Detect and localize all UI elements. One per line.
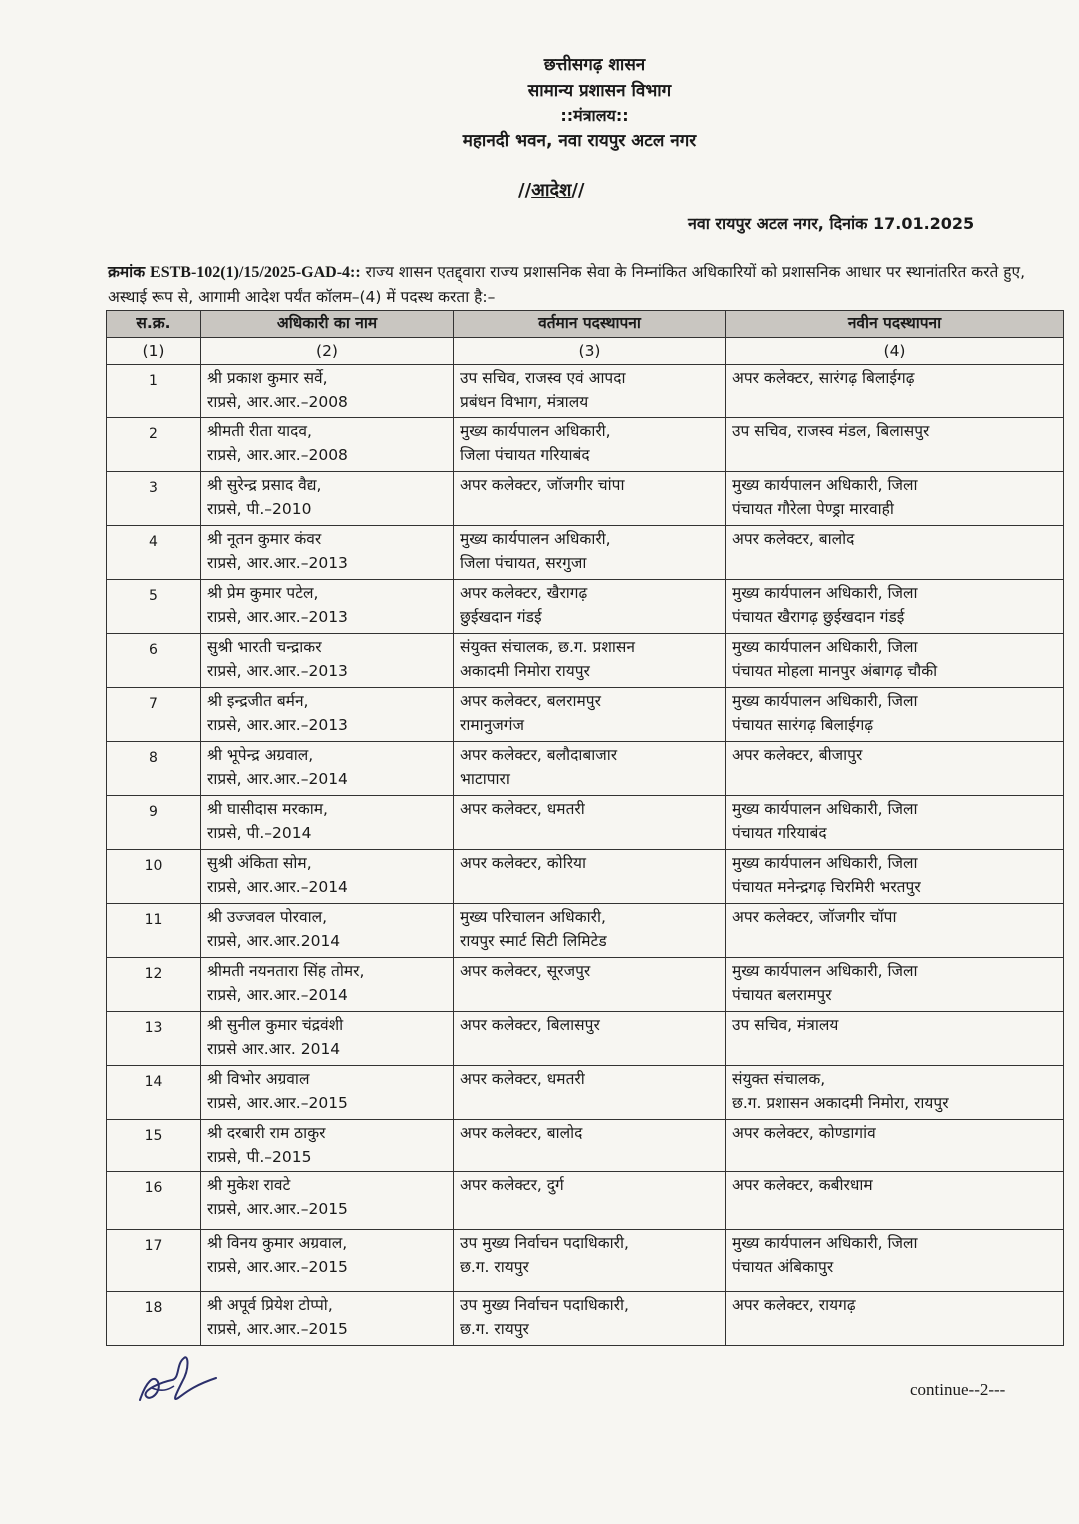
- cell-line: अपर कलेक्टर, धमतरी: [460, 1070, 585, 1088]
- col-number: (4): [726, 338, 1064, 365]
- cell-line: अपर कलेक्टर, जॉजगीर चॉपा: [732, 908, 897, 926]
- current-posting: [454, 850, 726, 904]
- cell-line: मुख्य कार्यपालन अधिकारी,: [460, 422, 611, 440]
- cell-line: पंचायत खैरागढ़ छुईखदान गंडई: [732, 608, 905, 626]
- current-posting: [454, 634, 726, 688]
- officer-name: [201, 958, 454, 1012]
- cell-line: राप्रसे, आर.आर.–2014: [207, 878, 348, 896]
- table-row: [107, 1292, 1064, 1346]
- table-row: [107, 904, 1064, 958]
- serial-number: 5: [107, 580, 201, 634]
- current-posting: [454, 472, 726, 526]
- officer-name: [201, 850, 454, 904]
- serial-number: 16: [107, 1172, 201, 1230]
- cell-line: राप्रसे, आर.आर.–2015: [207, 1094, 348, 1112]
- table-row: [107, 958, 1064, 1012]
- cell-line: उप सचिव, राजस्व एवं आपदा: [460, 369, 626, 387]
- cell-line: संयुक्त संचालक,: [732, 1070, 826, 1088]
- cell-line: छ.ग. प्रशासन अकादमी निमोरा, रायपुर: [732, 1094, 949, 1112]
- officer-name: [201, 1012, 454, 1066]
- cell-line: मुख्य कार्यपालन अधिकारी, जिला: [732, 692, 918, 710]
- officer-name: [201, 1172, 454, 1230]
- officer-name: [201, 580, 454, 634]
- ref-label: क्रमांक: [108, 263, 146, 281]
- cell-line: श्री विनय कुमार अग्रवाल,: [207, 1234, 348, 1252]
- cell-line: अपर कलेक्टर, सूरजपुर: [460, 962, 591, 980]
- ref-text: राज्य शासन एतद्द्वारा राज्य प्रशासनिक सेवा के निम्नांकित अधिकारियों को प्रशासनिक आधार पर स्थानांतरित करते हुए, अस्थाई रूप से, आगामी आदेश पर्यंत कॉलम–(4) में पदस्थ करता है:–: [108, 263, 1025, 306]
- cell-line: श्री उज्जवल पोरवाल,: [207, 908, 328, 926]
- new-posting: [726, 796, 1064, 850]
- cell-line: पंचायत मोहला मानपुर अंबागढ़ चौकी: [732, 662, 938, 680]
- officer-name: [201, 365, 454, 418]
- serial-number: 2: [107, 418, 201, 472]
- order-title-text: आदेश: [531, 180, 572, 201]
- table-row: [107, 526, 1064, 580]
- officer-name: [201, 418, 454, 472]
- cell-line: पंचायत मनेन्द्रगढ़ चिरमिरी भरतपुर: [732, 878, 921, 896]
- officer-name: [201, 904, 454, 958]
- current-posting: [454, 1172, 726, 1230]
- cell-line: अपर कलेक्टर, कबीरधाम: [732, 1176, 873, 1194]
- cell-line: मुख्य कार्यपालन अधिकारी, जिला: [732, 854, 918, 872]
- cell-line: राप्रसे, आर.आर.–2013: [207, 608, 348, 626]
- cell-line: उप मुख्य निर्वाचन पदाधिकारी,: [460, 1234, 629, 1252]
- cell-line: राप्रसे, आर.आर.–2015: [207, 1258, 348, 1276]
- officer-name: [201, 1292, 454, 1346]
- officer-name: [201, 1230, 454, 1292]
- table-row: [107, 742, 1064, 796]
- serial-number: 18: [107, 1292, 201, 1346]
- new-posting: [726, 1172, 1064, 1230]
- current-posting: [454, 418, 726, 472]
- cell-line: सुश्री भारती चन्द्राकर: [207, 638, 322, 656]
- serial-number: 8: [107, 742, 201, 796]
- serial-number: 1: [107, 365, 201, 418]
- cell-line: राप्रसे, आर.आर.–2008: [207, 446, 348, 464]
- col-number: (3): [454, 338, 726, 365]
- cell-line: श्री विभोर अग्रवाल: [207, 1070, 310, 1088]
- cell-line: रामानुजगंज: [460, 716, 524, 734]
- table-row: [107, 1120, 1064, 1172]
- new-posting: [726, 1230, 1064, 1292]
- cell-line: राप्रसे, आर.आर.–2013: [207, 662, 348, 680]
- department-heading: सामान्य प्रशासन विभाग: [527, 81, 672, 101]
- current-posting: [454, 1066, 726, 1120]
- cell-line: अपर कलेक्टर, बिलासपुर: [460, 1016, 600, 1034]
- cell-line: श्री सुनील कुमार चंद्रवंशी: [207, 1016, 344, 1034]
- cell-line: अपर कलेक्टर, कोण्डागांव: [732, 1124, 876, 1142]
- table-row: [107, 365, 1064, 418]
- table-header-row: [107, 311, 1064, 338]
- table-row: [107, 796, 1064, 850]
- cell-line: श्री घासीदास मरकाम,: [207, 800, 328, 818]
- new-posting: [726, 365, 1064, 418]
- cell-line: अपर कलेक्टर, कोरिया: [460, 854, 587, 872]
- current-posting: [454, 958, 726, 1012]
- new-posting: [726, 526, 1064, 580]
- cell-line: राप्रसे, आर.आर.2014: [207, 932, 341, 950]
- cell-line: संयुक्त संचालक, छ.ग. प्रशासन: [460, 638, 635, 656]
- cell-line: पंचायत अंबिकापुर: [732, 1258, 834, 1276]
- col-number: (1): [107, 338, 201, 365]
- cell-line: राप्रसे, आर.आर.–2013: [207, 716, 348, 734]
- cell-line: श्री इन्द्रजीत बर्मन,: [207, 692, 309, 710]
- officer-name: [201, 472, 454, 526]
- table-row: [107, 580, 1064, 634]
- cell-line: मुख्य कार्यपालन अधिकारी, जिला: [732, 584, 918, 602]
- cell-line: मुख्य कार्यपालन अधिकारी, जिला: [732, 962, 918, 980]
- current-posting: [454, 580, 726, 634]
- serial-number: 14: [107, 1066, 201, 1120]
- cell-line: अपर कलेक्टर, सारंगढ़ बिलाईगढ़: [732, 369, 915, 387]
- table-row: [107, 1066, 1064, 1120]
- cell-line: छुईखदान गंडई: [460, 608, 542, 626]
- cell-line: श्रीमती रीता यादव,: [207, 422, 312, 440]
- cell-line: राप्रसे, आर.आर.–2013: [207, 554, 348, 572]
- serial-number: 7: [107, 688, 201, 742]
- cell-line: मुख्य परिचालन अधिकारी,: [460, 908, 606, 926]
- cell-line: उप सचिव, मंत्रालय: [732, 1016, 839, 1034]
- ministry-heading: ::मंत्रालय::: [560, 106, 629, 125]
- cell-line: पंचायत गरियाबंद: [732, 824, 827, 842]
- cell-line: पंचायत गौरेला पेण्ड्रा मारवाही: [732, 500, 894, 518]
- serial-number: 3: [107, 472, 201, 526]
- cell-line: अपर कलेक्टर, बीजापुर: [732, 746, 863, 764]
- serial-number: 15: [107, 1120, 201, 1172]
- cell-line: रायपुर स्मार्ट सिटी लिमिटेड: [460, 932, 607, 950]
- cell-line: अपर कलेक्टर, दुर्ग: [460, 1176, 564, 1194]
- continue-note: continue--2---: [910, 1380, 1006, 1399]
- transfer-table: [106, 310, 1064, 1346]
- table-row: [107, 1172, 1064, 1230]
- column-number-row: [107, 338, 1064, 365]
- serial-number: 9: [107, 796, 201, 850]
- cell-line: राप्रसे, पी.–2015: [207, 1148, 312, 1166]
- cell-line: अपर कलेक्टर, बलरामपुर: [460, 692, 601, 710]
- table-row: [107, 634, 1064, 688]
- cell-line: भाटापारा: [460, 770, 510, 788]
- col-number: (2): [201, 338, 454, 365]
- cell-line: श्री प्रकाश कुमार सर्वे,: [207, 369, 328, 387]
- table-row: [107, 418, 1064, 472]
- cell-line: श्रीमती नयनतारा सिंह तोमर,: [207, 962, 365, 980]
- cell-line: अपर कलेक्टर, बालोद: [460, 1124, 583, 1142]
- cell-line: राप्रसे, पी.–2014: [207, 824, 312, 842]
- cell-line: अपर कलेक्टर, बलौदाबाजार: [460, 746, 618, 764]
- current-posting: [454, 1120, 726, 1172]
- officer-name: [201, 634, 454, 688]
- cell-line: अकादमी निमोरा रायपुर: [460, 662, 590, 680]
- serial-number: 17: [107, 1230, 201, 1292]
- order-title-prefix: //: [518, 180, 532, 201]
- cell-line: जिला पंचायत गरियाबंद: [460, 446, 590, 464]
- cell-line: अपर कलेक्टर, बालोद: [732, 530, 855, 548]
- new-posting: [726, 634, 1064, 688]
- officer-name: [201, 1120, 454, 1172]
- cell-line: श्री दरबारी राम ठाकुर: [207, 1124, 326, 1142]
- officer-name: [201, 526, 454, 580]
- current-posting: [454, 1292, 726, 1346]
- order-title-suffix: //: [571, 180, 585, 201]
- col-header-current: वर्तमान पदस्थापना: [454, 311, 726, 338]
- cell-line: प्रबंधन विभाग, मंत्रालय: [460, 393, 589, 411]
- new-posting: [726, 580, 1064, 634]
- cell-line: छ.ग. रायपुर: [460, 1258, 529, 1276]
- serial-number: 11: [107, 904, 201, 958]
- cell-line: सुश्री अंकिता सोम,: [207, 854, 312, 872]
- new-posting: [726, 418, 1064, 472]
- cell-line: मुख्य कार्यपालन अधिकारी,: [460, 530, 611, 548]
- serial-number: 6: [107, 634, 201, 688]
- new-posting: [726, 742, 1064, 796]
- cell-line: श्री नूतन कुमार कंवर: [207, 530, 322, 548]
- serial-number: 10: [107, 850, 201, 904]
- new-posting: [726, 688, 1064, 742]
- cell-line: श्री प्रेम कुमार पटेल,: [207, 584, 319, 602]
- cell-line: श्री मुकेश रावटे: [207, 1176, 291, 1194]
- table-row: [107, 850, 1064, 904]
- ref-number: ESTB-102(1)/15/2025-GAD-4::: [150, 264, 361, 281]
- cell-line: श्री सुरेन्द्र प्रसाद वैद्य,: [207, 476, 322, 494]
- cell-line: राप्रसे, आर.आर.–2014: [207, 770, 348, 788]
- new-posting: [726, 1292, 1064, 1346]
- cell-line: अपर कलेक्टर, खैरागढ़: [460, 584, 588, 602]
- current-posting: [454, 365, 726, 418]
- current-posting: [454, 1230, 726, 1292]
- cell-line: मुख्य कार्यपालन अधिकारी, जिला: [732, 476, 918, 494]
- new-posting: [726, 1066, 1064, 1120]
- cell-line: राप्रसे, आर.आर.–2015: [207, 1200, 348, 1218]
- current-posting: [454, 688, 726, 742]
- cell-line: जिला पंचायत, सरगुजा: [460, 554, 587, 572]
- table-row: [107, 1230, 1064, 1292]
- current-posting: [454, 904, 726, 958]
- new-posting: [726, 850, 1064, 904]
- officer-name: [201, 742, 454, 796]
- cell-line: मुख्य कार्यपालन अधिकारी, जिला: [732, 638, 918, 656]
- order-dateline: नवा रायपुर अटल नगर, दिनांक 17.01.2025: [688, 214, 975, 233]
- cell-line: श्री अपूर्व प्रियेश टोप्पो,: [207, 1296, 333, 1314]
- cell-line: उप सचिव, राजस्व मंडल, बिलासपुर: [732, 422, 930, 440]
- officer-name: [201, 1066, 454, 1120]
- cell-line: उप मुख्य निर्वाचन पदाधिकारी,: [460, 1296, 629, 1314]
- current-posting: [454, 1012, 726, 1066]
- order-reference: [108, 260, 1063, 309]
- cell-line: राप्रसे, पी.–2010: [207, 500, 312, 518]
- cell-line: राप्रसे, आर.आर.–2008: [207, 393, 348, 411]
- current-posting: [454, 526, 726, 580]
- cell-line: मुख्य कार्यपालन अधिकारी, जिला: [732, 800, 918, 818]
- new-posting: [726, 1012, 1064, 1066]
- officer-name: [201, 796, 454, 850]
- table-row: [107, 472, 1064, 526]
- address-heading: महानदी भवन, नवा रायपुर अटल नगर: [462, 131, 697, 151]
- current-posting: [454, 742, 726, 796]
- col-header-new: नवीन पदस्थापना: [726, 311, 1064, 338]
- new-posting: [726, 472, 1064, 526]
- serial-number: 12: [107, 958, 201, 1012]
- cell-line: मुख्य कार्यपालन अधिकारी, जिला: [732, 1234, 918, 1252]
- cell-line: पंचायत सारंगढ़ बिलाईगढ़: [732, 716, 874, 734]
- new-posting: [726, 958, 1064, 1012]
- cell-line: श्री भूपेन्द्र अग्रवाल,: [207, 746, 314, 764]
- order-title: [518, 178, 585, 202]
- cell-line: छ.ग. रायपुर: [460, 1320, 529, 1338]
- serial-number: 4: [107, 526, 201, 580]
- govt-heading: छत्तीसगढ़ शासन: [543, 55, 646, 75]
- col-header-serial: स.क्र.: [107, 311, 201, 338]
- current-posting: [454, 796, 726, 850]
- new-posting: [726, 1120, 1064, 1172]
- table-row: [107, 688, 1064, 742]
- cell-line: अपर कलेक्टर, धमतरी: [460, 800, 585, 818]
- signature-image: [132, 1352, 222, 1412]
- table-row: [107, 1012, 1064, 1066]
- cell-line: राप्रसे, आर.आर.–2015: [207, 1320, 348, 1338]
- col-header-name: अधिकारी का नाम: [201, 311, 454, 338]
- officer-name: [201, 688, 454, 742]
- serial-number: 13: [107, 1012, 201, 1066]
- cell-line: पंचायत बलरामपुर: [732, 986, 832, 1004]
- cell-line: राप्रसे, आर.आर.–2014: [207, 986, 348, 1004]
- cell-line: अपर कलेक्टर, रायगढ़: [732, 1296, 856, 1314]
- new-posting: [726, 904, 1064, 958]
- cell-line: अपर कलेक्टर, जॉजगीर चांपा: [460, 476, 625, 494]
- cell-line: राप्रसे आर.आर. 2014: [207, 1040, 341, 1058]
